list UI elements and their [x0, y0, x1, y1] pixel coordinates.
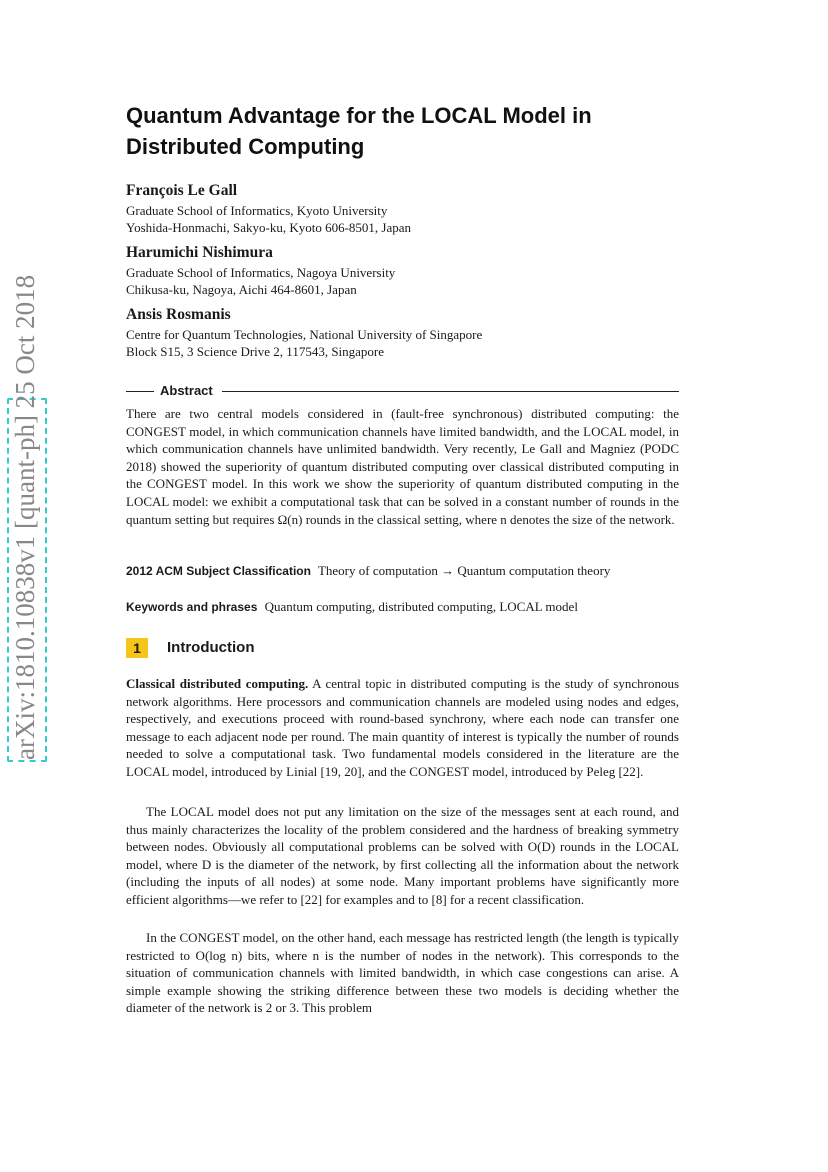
author-name: François Le Gall	[126, 182, 238, 199]
abstract-header	[126, 383, 679, 399]
rule-right	[222, 391, 679, 392]
paper-title: Quantum Advantage for the LOCAL Model in Distributed Computing	[126, 103, 592, 159]
rule-left	[126, 391, 154, 392]
acm-value: Theory of computation → Quantum computation theory	[317, 563, 611, 578]
paragraph-body: A central topic in distributed computing is the study of synchronous network algorithms. Here processors and communication channels are modeled using nodes and edges, respectively, and executions proceed with round-based synchrony, where each node can transfer one message to each adjacent node per round. The main quantity of interest is typically the number of rounds needed to solve a computational task. Two fundamental models considered in the literature are the LOCAL model, introduced by Linial [19, 20], and the CONGEST model, introduced by Peleg [22].	[126, 676, 680, 779]
author-block	[126, 182, 411, 236]
keywords-label: Keywords and phrases	[126, 600, 258, 614]
author-address: Yoshida-Honmachi, Sakyo-ku, Kyoto 606-8501, Japan	[126, 220, 412, 235]
abstract-heading: Abstract	[160, 383, 213, 398]
author-block	[126, 306, 482, 360]
author-affiliation: Graduate School of Informatics, Kyoto University	[126, 203, 388, 218]
acm-label: 2012 ACM Subject Classification	[126, 564, 311, 578]
author-affiliation: Centre for Quantum Technologies, National University of Singapore	[126, 327, 483, 342]
author-address: Chikusa-ku, Nagoya, Aichi 464-8601, Japan	[126, 282, 357, 297]
intro-paragraph-3: In the CONGEST model, on the other hand, each message has restricted length (the length is typically restricted to O(log n) bits, where n is the number of nodes in the network). This corresponds to the situation of communication channels with limited bandwidth, in which case congestions can arise. A simple example showing the striking difference between these two models is deciding whether the diameter of the network is 2 or 3. This problem	[126, 930, 679, 1016]
arxiv-stamp: arXiv:1810.10838v1 [quant-ph] 25 Oct 2018	[7, 398, 47, 762]
section-title: Introduction	[167, 639, 255, 656]
paragraph-lead: Classical distributed computing.	[126, 676, 309, 691]
keywords-value: Quantum computing, distributed computing, LOCAL model	[264, 599, 578, 614]
author-affiliation: Graduate School of Informatics, Nagoya University	[126, 265, 396, 280]
keywords	[126, 599, 679, 615]
abstract-text: There are two central models considered in (fault-free synchronous) distributed computing: the CONGEST model, in which communication channels have limited bandwidth, and the LOCAL model, in which communication channels have unlimited bandwidth. Very recently, Le Gall and Magniez (PODC 2018) showed the superiority of quantum distributed computing over classical distributed computing in the CONGEST model. In this work we show the superiority of quantum distributed computing in the LOCAL model: we exhibit a computational task that can be solved in a constant number of rounds in the quantum setting but requires Ω(n) rounds in the classical setting, where n denotes the size of the network.	[126, 406, 679, 527]
author-name: Harumichi Nishimura	[126, 244, 273, 261]
intro-paragraph-2: The LOCAL model does not put any limitation on the size of the messages sent at each round, and thus mainly characterizes the locality of the problem considered and the hardness of breaking symmetry between nodes. Obviously all computational problems can be solved with O(D) rounds in the LOCAL model, where D is the diameter of the network, by first collecting all the information about the network (including the inputs of all nodes) at some node. Many important problems have significantly more efficient algorithms—we refer to [22] for examples and to [8] for a recent classification.	[126, 804, 679, 907]
author-address: Block S15, 3 Science Drive 2, 117543, Singapore	[126, 344, 385, 359]
author-block	[126, 244, 395, 298]
author-name: Ansis Rosmanis	[126, 306, 231, 323]
intro-paragraph-1	[126, 675, 679, 781]
acm-classification	[126, 563, 679, 579]
section-number: 1	[126, 638, 148, 658]
